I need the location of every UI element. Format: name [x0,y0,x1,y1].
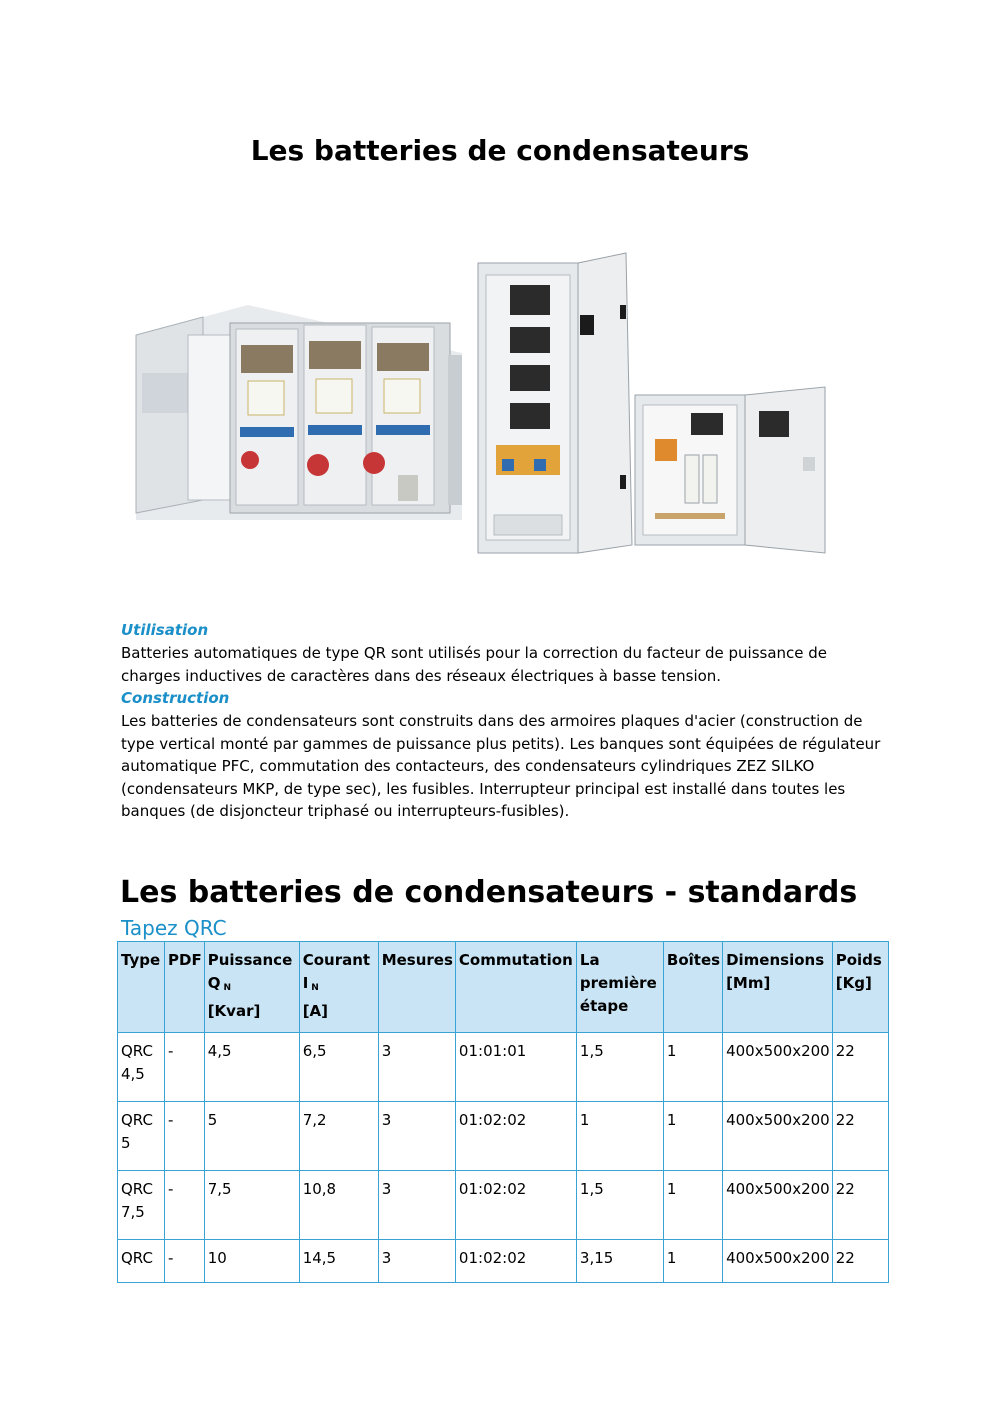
puissance-unit: [Kvar] [207,1002,261,1020]
cell-poids: 22 [832,1102,888,1171]
cell-type: QRC [118,1240,165,1283]
cell-pdf: - [165,1240,205,1283]
standards-title: Les batteries de condensateurs - standards [120,875,858,910]
col-commutation-header: Commutation [455,942,576,1033]
cell-courant: 14,5 [299,1240,378,1283]
cell-pdf: - [165,1171,205,1240]
cell-commutation: 01:02:02 [455,1240,576,1283]
courant-label: Courant [302,951,371,969]
cell-mesures: 3 [378,1171,455,1240]
col-premiere-header [576,942,663,1033]
cell-dimensions: 400x500x200 [723,1240,833,1283]
puissance-symbol: Q [207,974,221,992]
table-row [118,1033,889,1102]
product-photos [128,245,828,555]
cabinet-small-photo [633,385,828,555]
cell-premiere: 1,5 [576,1033,663,1102]
cell-commutation: 01:02:02 [455,1171,576,1240]
cell-type: QRC 7,5 [118,1171,165,1240]
premiere-line-3: étape [579,997,629,1015]
cell-commutation: 01:01:01 [455,1033,576,1102]
page-title: Les batteries de condensateurs [250,134,750,167]
construction-text: Les batteries de condensateurs sont construits dans des armoires plaques d'acier (construction de type vertical monté par gammes de puissance plus petits). Les banques sont équipées de régulateur automatique PFC, commutation des contacteurs, des condensateurs cylindriques ZEZ SILKO (condensateurs MKP, de type sec), les fusibles. Interrupteur principal est installé dans toutes les banques (de disjoncteur triphasé ou interrupteurs-fusibles). [121,712,881,821]
table-row [118,1240,889,1283]
cell-puissance: 5 [204,1102,299,1171]
cell-commutation: 01:02:02 [455,1102,576,1171]
cell-mesures: 3 [378,1102,455,1171]
courant-symbol-line [303,972,376,1000]
courant-symbol: I [302,974,309,992]
cell-mesures: 3 [378,1240,455,1283]
premiere-line-1: La [579,951,600,969]
dimensions-unit: [Mm] [726,974,771,992]
col-boites-header: Boîtes [663,942,722,1033]
poids-label: Poids [835,951,882,969]
cabinet-large-photo [128,295,468,520]
col-puissance-header [204,942,299,1033]
cell-boites: 1 [663,1171,722,1240]
cell-puissance: 4,5 [204,1033,299,1102]
cell-premiere: 1,5 [576,1171,663,1240]
col-mesures-header: Mesures [378,942,455,1033]
cell-courant: 6,5 [299,1033,378,1102]
construction-heading: Construction [121,689,230,707]
table-row [118,1102,889,1171]
cell-boites: 1 [663,1102,722,1171]
table-row [118,1171,889,1240]
cell-boites: 1 [663,1240,722,1283]
puissance-symbol-line [208,972,297,1000]
standards-subtitle: Tapez QRC [121,916,227,940]
cell-type: QRC 5 [118,1102,165,1171]
cell-dimensions: 400x500x200 [723,1102,833,1171]
cell-courant: 10,8 [299,1171,378,1240]
premiere-line-2: première [579,974,657,992]
courant-subscript: N [311,983,319,993]
cell-dimensions: 400x500x200 [723,1033,833,1102]
courant-unit: [A] [302,1002,329,1020]
utilisation-text: Batteries automatiques de type QR sont utilisés pour la correction du facteur de puissance de charges inductives de caractères dans des réseaux électriques à basse tension. [121,644,828,685]
dimensions-label: Dimensions [726,951,825,969]
col-poids-header [832,942,888,1033]
table-header-row [118,942,889,1033]
col-pdf-header: PDF [165,942,205,1033]
spec-table [117,941,889,1283]
cell-pdf: - [165,1033,205,1102]
cell-premiere: 1 [576,1102,663,1171]
cell-puissance: 7,5 [204,1171,299,1240]
cell-courant: 7,2 [299,1102,378,1171]
cell-mesures: 3 [378,1033,455,1102]
cabinet-tall-photo [476,245,636,555]
col-dimensions-header [723,942,833,1033]
cell-type: QRC 4,5 [118,1033,165,1102]
puissance-label: Puissance [207,951,293,969]
utilisation-heading: Utilisation [121,621,209,639]
poids-unit: [Kg] [835,974,872,992]
puissance-subscript: N [223,983,232,993]
cell-dimensions: 400x500x200 [723,1171,833,1240]
cell-poids: 22 [832,1171,888,1240]
cell-puissance: 10 [204,1240,299,1283]
cell-premiere: 3,15 [576,1240,663,1283]
cell-boites: 1 [663,1033,722,1102]
col-courant-header [299,942,378,1033]
col-type-header: Type [118,942,165,1033]
cell-pdf: - [165,1102,205,1171]
cell-poids: 22 [832,1240,888,1283]
cell-poids: 22 [832,1033,888,1102]
